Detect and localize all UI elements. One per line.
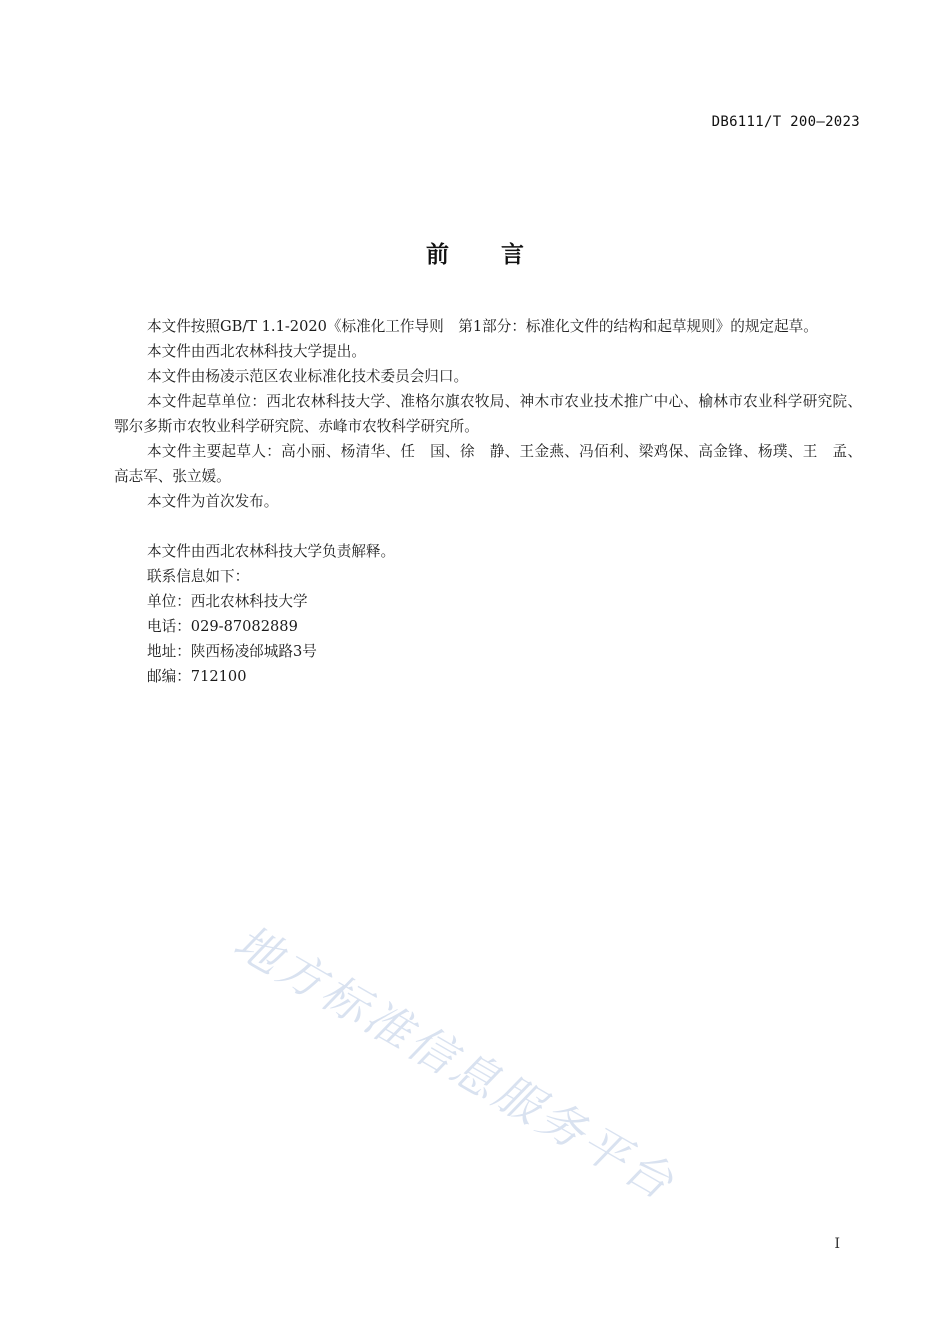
page-number: I bbox=[834, 1236, 840, 1252]
paragraph-interpretation: 本文件由西北农林科技大学负责解释。 bbox=[147, 543, 396, 560]
contact-address: 地址：陕西杨凌邰城路3号 bbox=[147, 643, 317, 660]
contact-postcode: 邮编：712100 bbox=[147, 668, 247, 685]
document-code: DB6111/T 200—2023 bbox=[711, 114, 860, 130]
page-title: 前言 bbox=[426, 242, 576, 268]
paragraph-administrator: 本文件由杨凌示范区农业标准化技术委员会归口。 bbox=[147, 368, 469, 385]
foreword-body bbox=[114, 314, 862, 689]
watermark: 地方标准信息服务平台 bbox=[225, 914, 686, 1211]
contact-unit: 单位：西北农林科技大学 bbox=[147, 593, 308, 610]
spacer bbox=[114, 514, 862, 539]
paragraph-proposer: 本文件由西北农林科技大学提出。 bbox=[147, 343, 366, 360]
paragraph-drafting-rules: 本文件按照GB/T 1.1-2020《标准化工作导则 第1部分：标准化文件的结构和起草规则》的规定起草。 bbox=[147, 318, 818, 335]
paragraph-drafting-units: 本文件起草单位：西北农林科技大学、准格尔旗农牧局、神木市农业技术推广中心、榆林市农业科学研究院、鄂尔多斯市农牧业科学研究院、赤峰市农牧科学研究所。 bbox=[114, 393, 862, 435]
paragraph-first-release: 本文件为首次发布。 bbox=[147, 493, 279, 510]
contact-phone: 电话：029-87082889 bbox=[147, 618, 298, 635]
paragraph-drafters: 本文件主要起草人：高小丽、杨清华、任 国、徐 静、王金燕、冯佰利、梁鸡保、高金锋、杨璞、王 孟、高志军、张立媛。 bbox=[114, 443, 862, 485]
contact-intro: 联系信息如下： bbox=[147, 568, 250, 585]
